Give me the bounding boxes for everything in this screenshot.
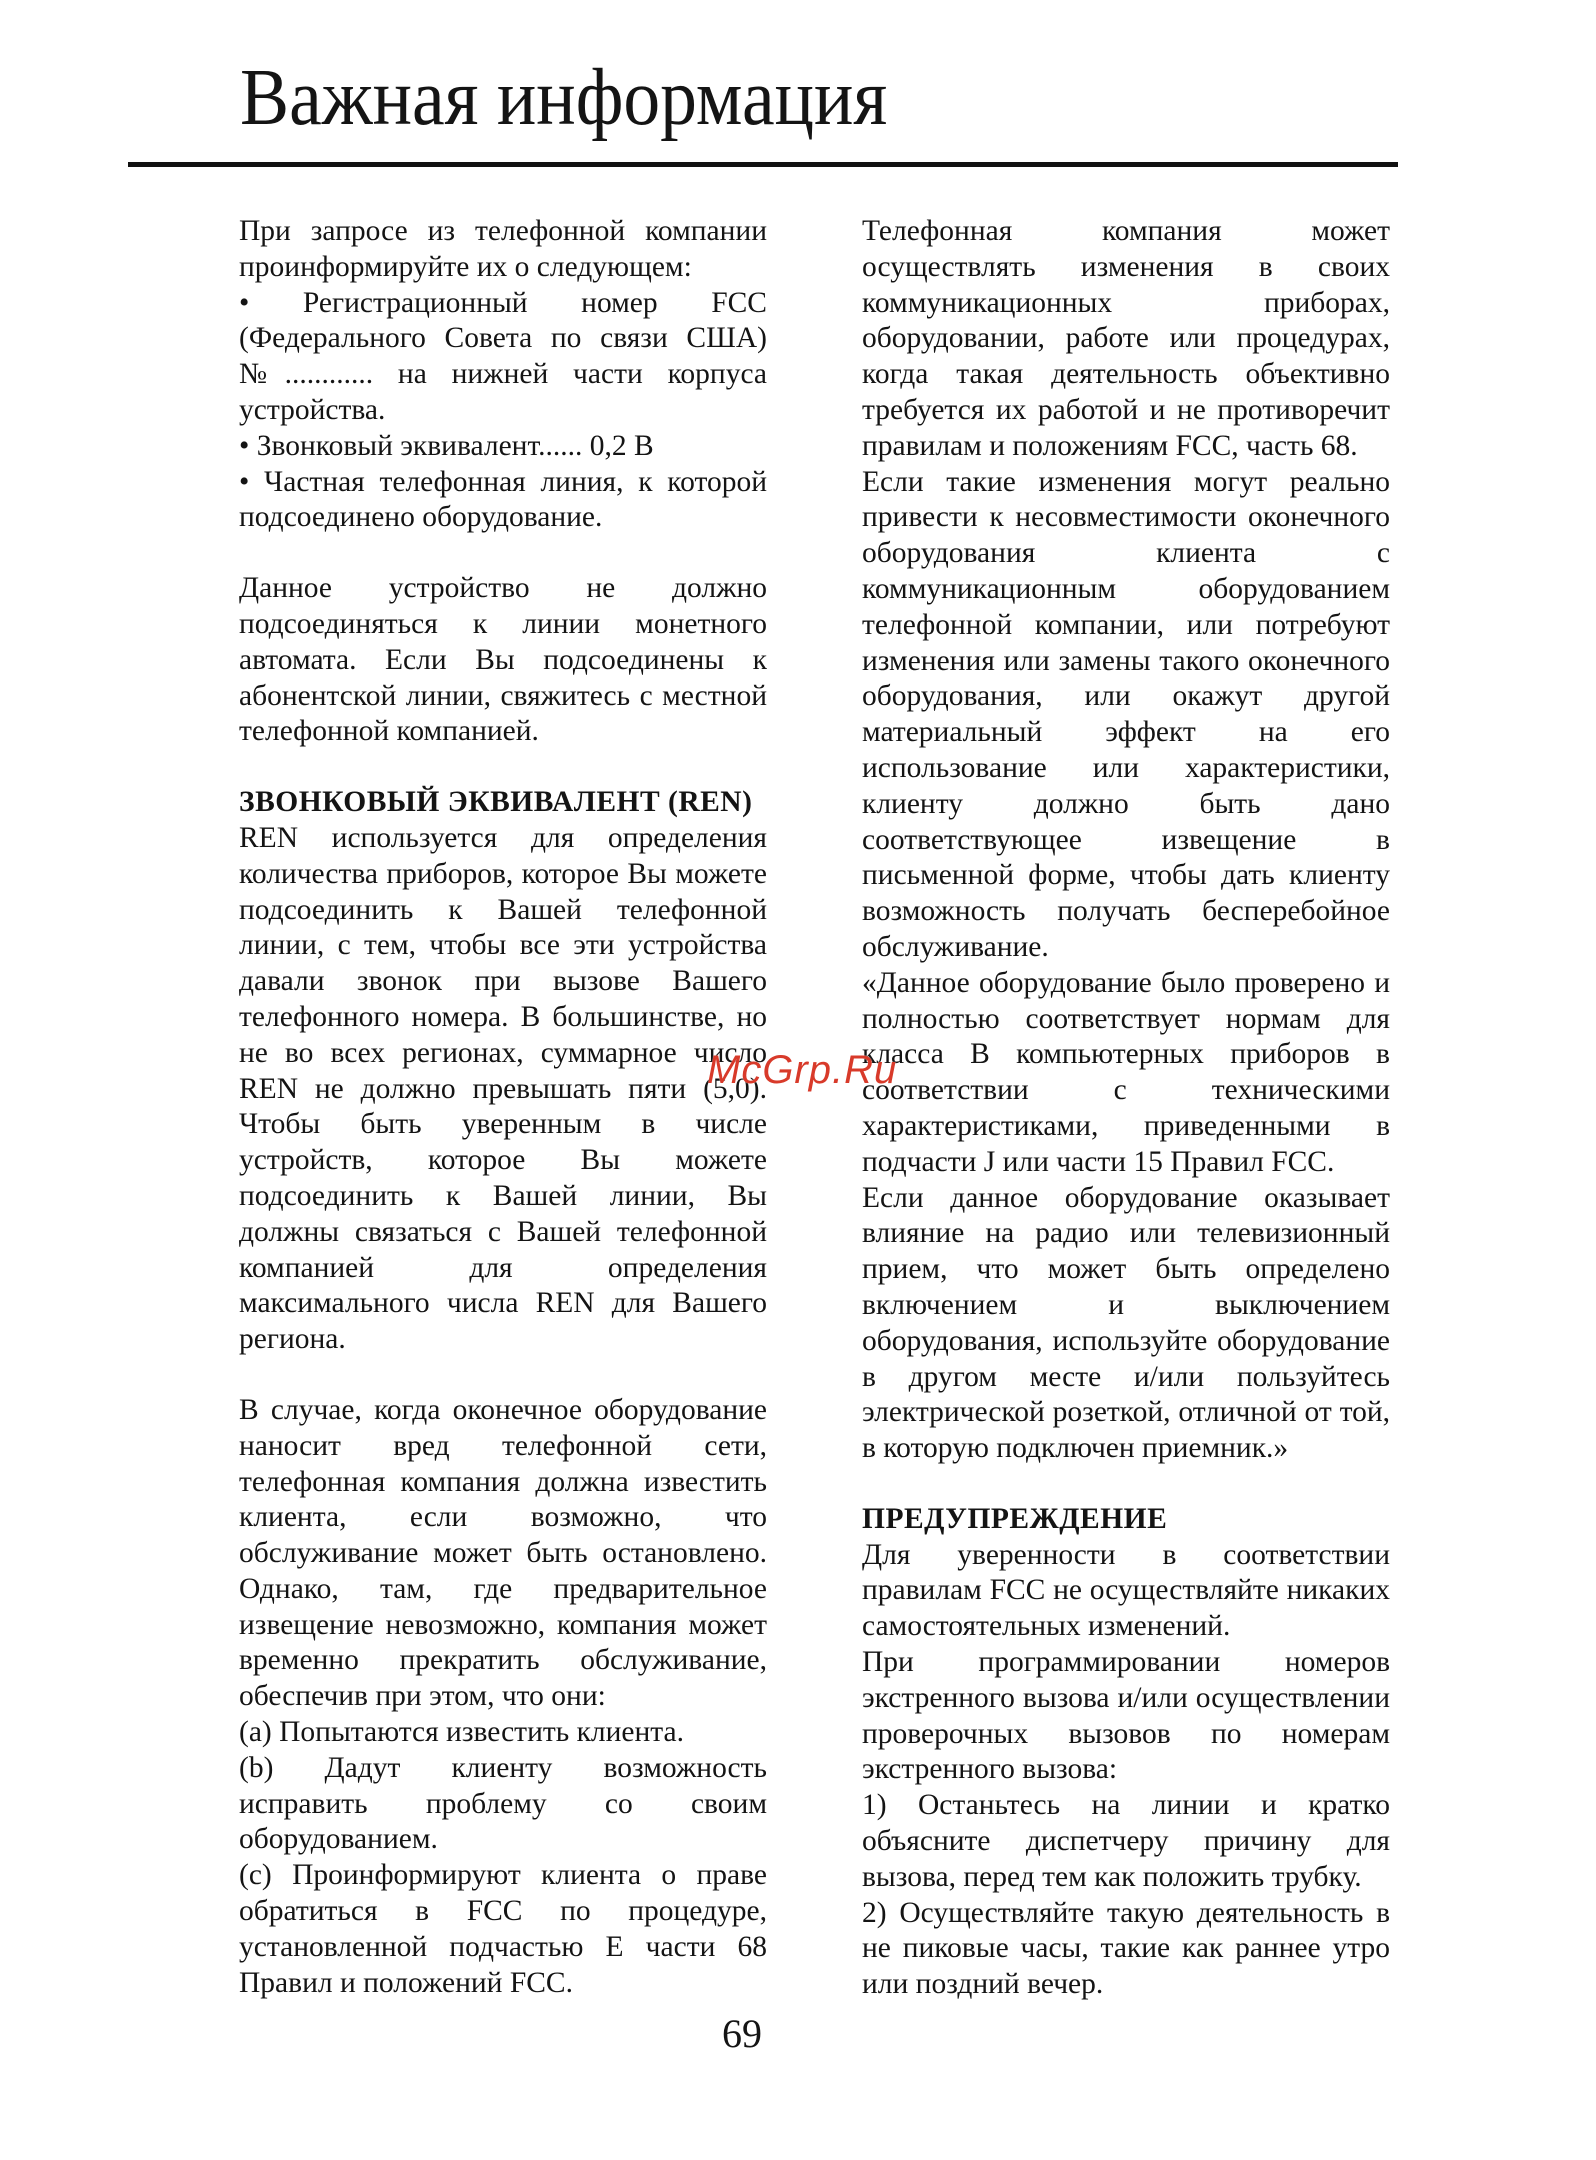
item-a: (a) Попытаются известить клиента. xyxy=(239,1716,685,1749)
changes-paragraph: Телефонная компания может осуществлять изменения в своих коммуникационных приборах, оборудовании, работе или процедурах, когда такая деятельность объективно требуется их работой и не противоречит правилам и положениям FCC, часть 68. xyxy=(862,215,1390,462)
tested-paragraph: «Данное оборудование было проверено и полностью соответствует нормам для класса B компьютерных приборов в соответствии с техническими характеристиками, приведенными в подчасти J или части 15 Правил FCC. xyxy=(862,966,1390,1178)
title-divider xyxy=(128,162,1398,167)
step-1: 1) Останьтесь на линии и кратко объясните диспетчеру причину для вызова, перед тем как положить трубку. xyxy=(862,1789,1390,1893)
bullet-private-line: • Частная телефонная линия, к которой подсоединено оборудование. xyxy=(239,465,767,534)
harm-paragraph: В случае, когда оконечное оборудование наносит вред телефонной сети, телефонная компания должна известить клиента, если возможно, что обслуживание может быть остановлено. Однако, там, где предварительное извещение невозможно, компания может временно прекратить обслуживание, обеспечив при этом, что они: xyxy=(239,1393,767,1713)
page-title: Важная информация xyxy=(240,54,888,142)
coin-line-paragraph: Данное устройство не должно подсоединяться к линии монетного автомата. Если Вы подсоединены к абонентской линии, свяжитесь с местной телефонной компанией. xyxy=(239,572,767,748)
incompatibility-paragraph: Если такие изменения могут реально привести к несовместимости оконечного оборудования клиента с коммуникационным оборудованием телефонной компании, или потребуют изменения или замены такого оконечного оборудования, или окажут другой материальный эффект на его использование или характеристики, клиенту должно быть дано соответствующее извещение в письменной форме, чтобы дать клиенту возможность получать бесперебойное обслуживание. xyxy=(862,465,1390,963)
ren-heading: ЗВОНКОВЫЙ ЭКВИВАЛЕНТ (REN) xyxy=(239,786,753,819)
emergency-paragraph: При программировании номеров экстренного вызова и/или осуществлении проверочных вызовов по номерам экстренного вызова: xyxy=(862,1646,1390,1786)
interference-paragraph: Если данное оборудование оказывает влияние на радио или телевизионный прием, что может быть определено включением и выключением оборудования, используйте оборудование в другом месте и/или пользуйтесь электрической розеткой, отличной от той, в которую подключен приемник.» xyxy=(862,1181,1390,1465)
watermark: McGrp.Ru xyxy=(707,1048,898,1092)
bullet-ringer: • Звонковый эквивалент...... 0,2 В xyxy=(239,429,654,462)
right-column xyxy=(862,214,1390,2003)
step-2: 2) Осуществляйте такую деятельность в не пиковые часы, такие как раннее утро или поздний вечер. xyxy=(862,1896,1390,2001)
left-column xyxy=(239,214,767,2001)
warning-paragraph: Для уверенности в соответствии правилам FCC не осуществляйте никаких самостоятельных изменений. xyxy=(862,1538,1390,1643)
intro-paragraph: При запросе из телефонной компании проинформируйте их о следующем: xyxy=(239,215,767,283)
page-number: 69 xyxy=(722,2011,762,2056)
ren-paragraph: REN используется для определения количества приборов, которое Вы можете подсоединить к Вашей телефонной линии, с тем, чтобы все эти устройства давали звонок при вызове Вашего телефонного номера. В большинстве, но не во всех регионах, суммарное число REN не должно превышать пяти (5,0). Чтобы быть уверенным в числе устройств, которое Вы можете подсоединить к Вашей линии, Вы должны связаться с Вашей телефонной компанией для определения максимального числа REN для Вашего региона. xyxy=(239,821,767,1356)
warning-heading: ПРЕДУПРЕЖДЕНИЕ xyxy=(862,1502,1168,1535)
item-b: (b) Дадут клиенту возможность исправить проблему со своим оборудованием. xyxy=(239,1751,767,1856)
item-c: (c) Проинформируют клиента о праве обратиться в FCC по процедуре, установленной подчастью E части 68 Правил и положений FCC. xyxy=(239,1859,767,1999)
bullet-registration: • Регистрационный номер FCC (Федерального Совета по связи США) №............ на нижней части корпуса устройства. xyxy=(239,286,767,426)
